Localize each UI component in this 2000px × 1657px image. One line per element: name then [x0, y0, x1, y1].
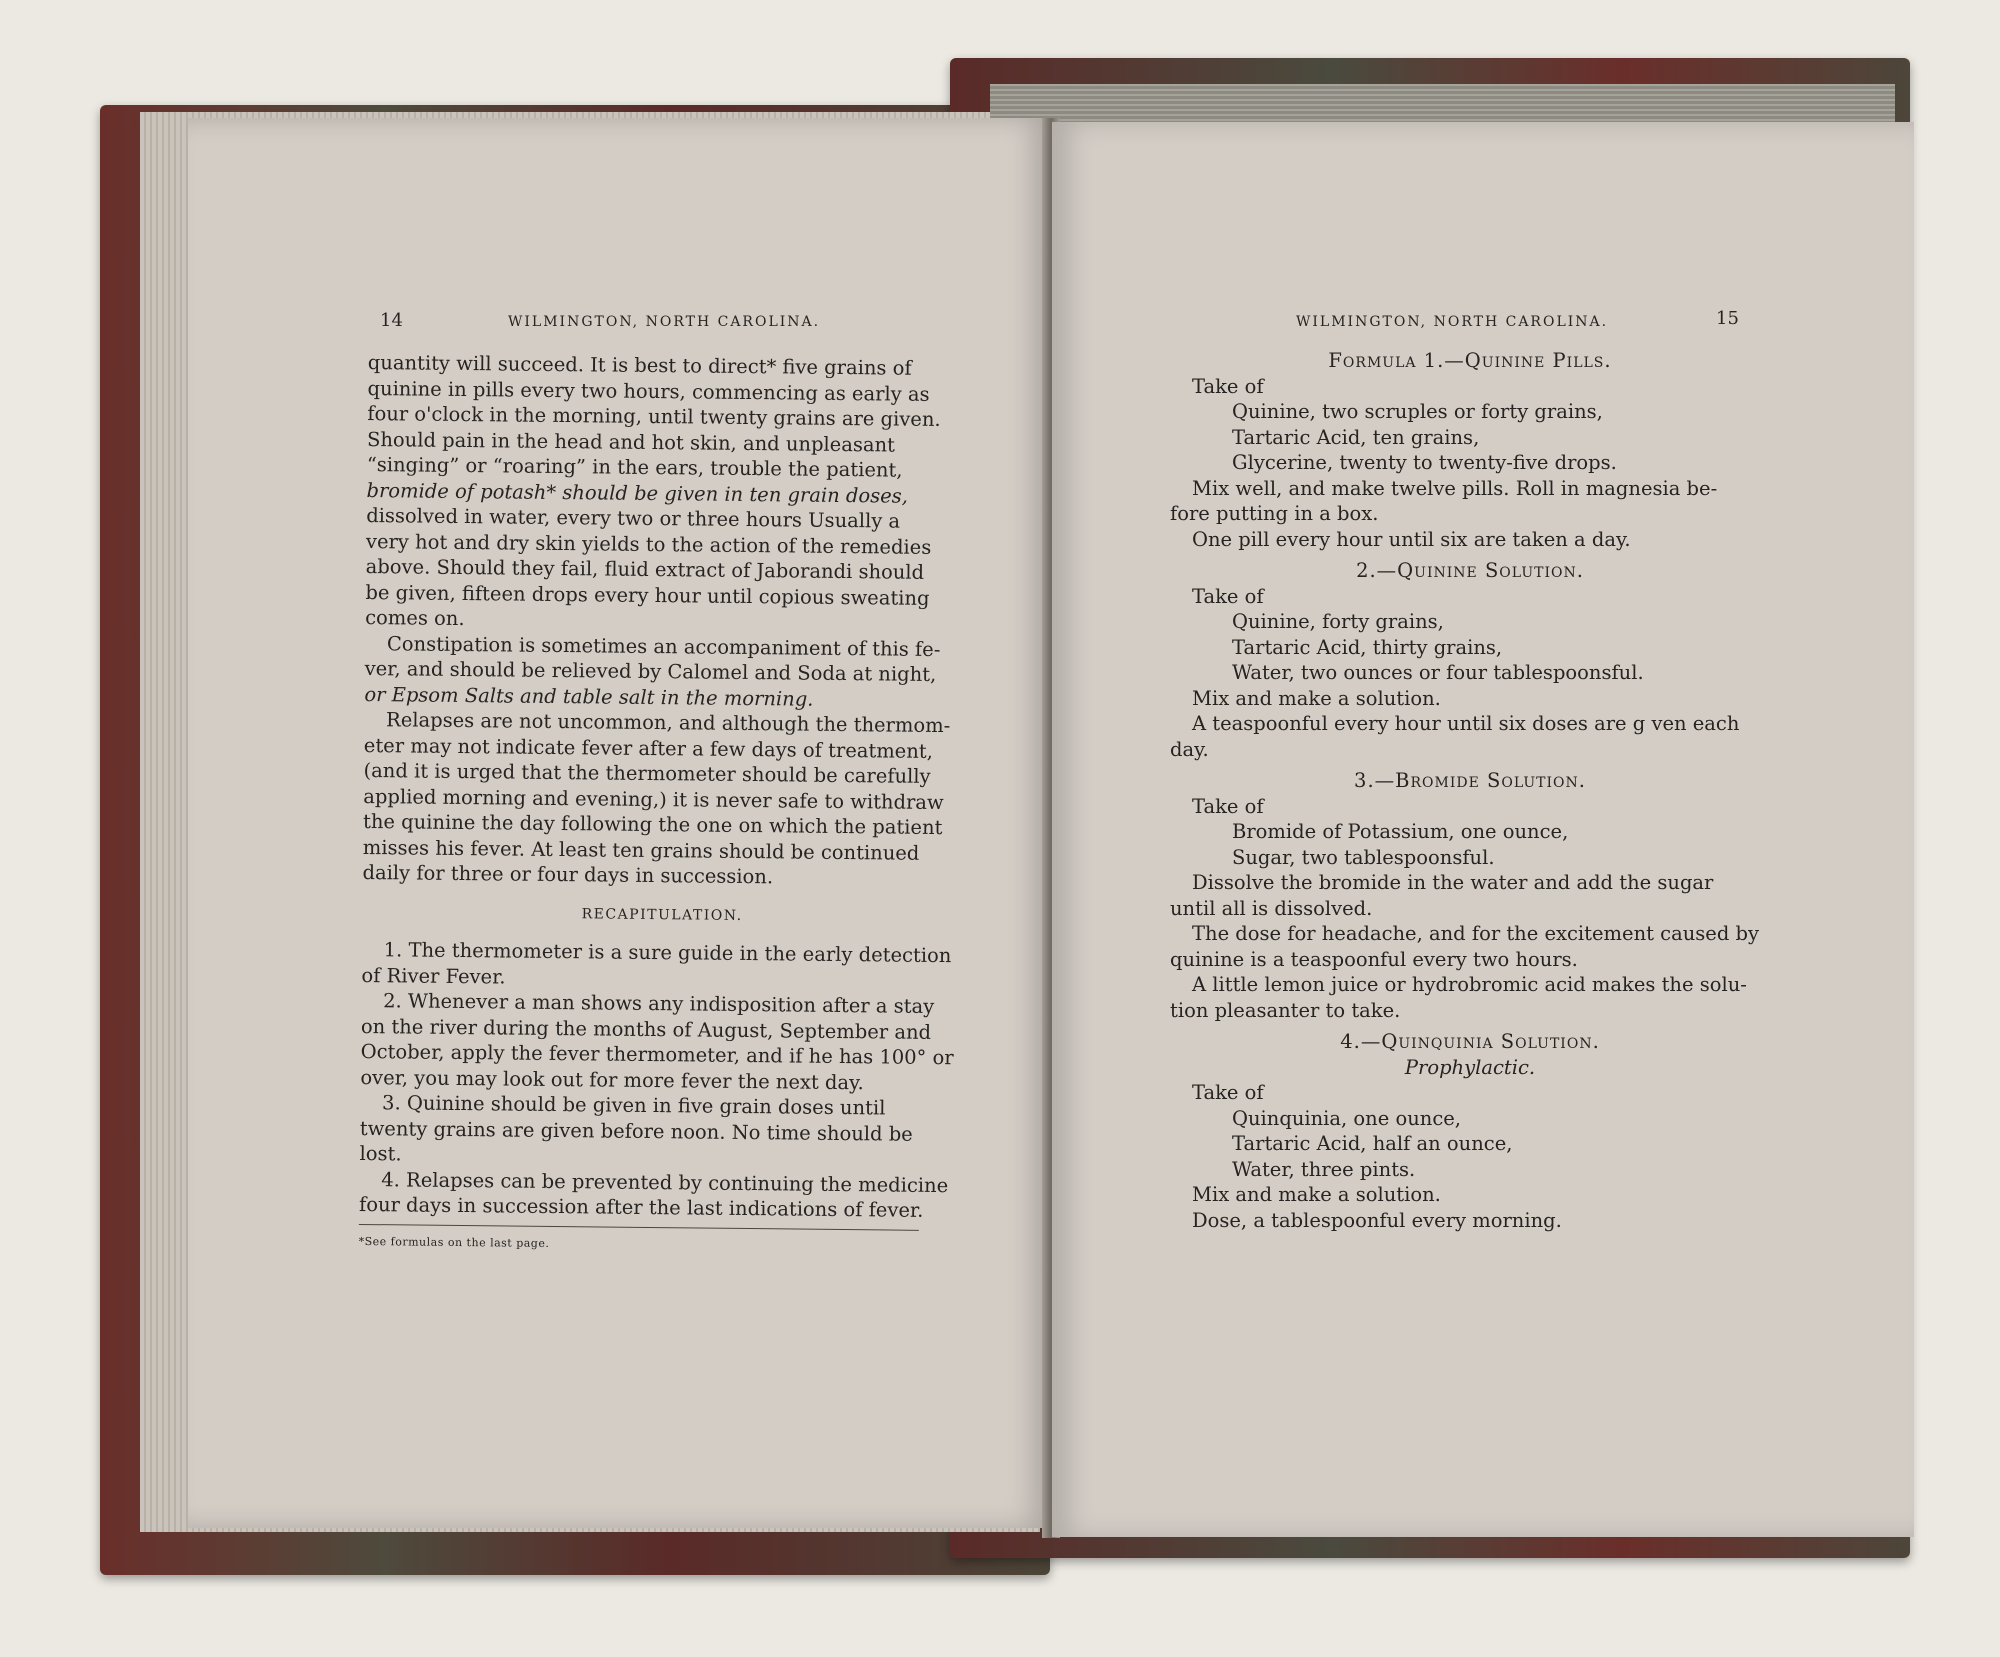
page-number: 15 [1716, 308, 1739, 329]
formula-line: Take of [1192, 584, 1264, 608]
right-page [1052, 122, 1914, 1537]
text-line: or Epsom Salts and table salt in the morning. [364, 682, 814, 711]
recap-line: twenty grains are given before noon. No time should be [359, 1116, 913, 1146]
text-line: quinine in pills every two hours, commencing as early as [367, 376, 930, 406]
footnote: *See formulas on the last page. [358, 1234, 550, 1250]
formula-line: fore putting in a box. [1170, 502, 1379, 525]
recap-line: of River Fever. [361, 963, 506, 988]
formula-line: Dose, a tablespoonful every morning. [1192, 1208, 1562, 1232]
formula-subtitle: Prophylactic. [1404, 1055, 1536, 1079]
formula-line: Mix well, and make twelve pills. Roll in magnesia be- [1192, 476, 1718, 500]
text-line: comes on. [365, 605, 465, 631]
recap-line: four days in succession after the last indications of fever. [358, 1192, 924, 1222]
running-head: WILMINGTON, NORTH CAROLINA. [508, 314, 821, 330]
formula-line: Mix and make a solution. [1192, 686, 1441, 710]
formula-line: Take of [1192, 374, 1264, 398]
recap-line: 4. Relapses can be prevented by continuing the medicine [381, 1167, 949, 1197]
formula-line: One pill every hour until six are taken a day. [1192, 527, 1631, 551]
formula-title: 3.—Bromide Solution. [1354, 769, 1586, 792]
body-text [359, 350, 968, 1260]
right-page-edges [990, 84, 1895, 124]
recap-line: lost. [359, 1141, 402, 1166]
formula-line: Tartaric Acid, thirty grains, [1232, 635, 1503, 659]
formula-line: Bromide of Potassium, one ounce, [1232, 820, 1569, 843]
text-line: above. Should they fail, fluid extract of Jaborandi should [365, 554, 925, 584]
text-line: misses his fever. At least ten grains should be continued [362, 835, 920, 865]
text-line: Relapses are not uncommon, and although the thermom- [386, 708, 951, 738]
formulas-text [1170, 348, 1770, 1233]
text-line: Constipation is sometimes an accompaniment of this fe- [386, 631, 941, 661]
formula-line: A little lemon juice or hydrobromic acid makes the solu- [1192, 973, 1747, 996]
text-line: quantity will succeed. It is best to direct* five grains of [367, 350, 912, 380]
formula-line: Sugar, two tablespoonsful. [1232, 845, 1495, 869]
text-line: be given, fifteen drops every hour until copious sweating [365, 580, 930, 610]
text-line: daily for three or four days in succession. [362, 860, 774, 889]
formula-line: Tartaric Acid, ten grains, [1232, 425, 1480, 449]
formula-title: Formula 1.—Quinine Pills. [1328, 349, 1612, 372]
formula-line: tion pleasanter to take. [1170, 998, 1401, 1022]
formula-line: The dose for headache, and for the excitement caused by [1192, 922, 1760, 945]
formula-line: Quinquinia, one ounce, [1232, 1106, 1461, 1130]
formula-line: Mix and make a solution. [1192, 1183, 1441, 1206]
text-line: four o'clock in the morning, until twenty grains are given. [367, 401, 941, 431]
formula-title: 4.—Quinquinia Solution. [1340, 1030, 1600, 1053]
formula-line: Quinine, two scruples or forty grains, [1232, 400, 1603, 423]
text-line: Should pain in the head and hot skin, and unpleasant [366, 427, 896, 457]
running-head: WILMINGTON, NORTH CAROLINA. [1296, 314, 1609, 330]
formula-title: 2.—Quinine Solution. [1356, 559, 1584, 582]
text-line: dissolved in water, every two or three hours Usually a [366, 503, 901, 533]
formula-line: day. [1170, 737, 1209, 761]
formula-line: Quinine, forty grains, [1232, 610, 1444, 633]
formula-line: Water, two ounces or four tablespoonsful. [1232, 661, 1644, 684]
text-line: “singing” or “roaring” in the ears, trouble the patient, [366, 452, 903, 482]
text-line: applied morning and evening,) it is never safe to withdraw [363, 784, 944, 814]
text-line: bromide of potash* should be given in ten grain doses, [366, 478, 909, 508]
page-number: 14 [380, 310, 403, 331]
text-line: (and it is urged that the thermometer should be carefully [363, 758, 931, 788]
recap-line: on the river during the months of August, September and [360, 1014, 932, 1044]
formula-line: Take of [1192, 794, 1264, 818]
recap-line: 3. Quinine should be given in five grain doses until [381, 1091, 886, 1120]
formula-line: Tartaric Acid, half an ounce, [1232, 1132, 1513, 1155]
left-page [188, 118, 1050, 1528]
recap-line: 2. Whenever a man shows any indisposition after a stay [383, 989, 935, 1018]
recapitulation-heading: RECAPITULATION. [581, 905, 743, 924]
recap-line: October, apply the fever thermometer, and if he has 100° or [360, 1039, 954, 1070]
formula-line: until all is dissolved. [1170, 896, 1373, 920]
text-line: the quinine the day following the one on which the patient [362, 809, 943, 840]
formula-line: Water, three pints. [1232, 1157, 1416, 1181]
formula-line: Dissolve the bromide in the water and add the sugar [1192, 871, 1714, 894]
text-line: ver, and should be relieved by Calomel and Soda at night, [364, 656, 937, 686]
formula-line: A teaspoonful every hour until six doses are g ven each [1192, 712, 1740, 735]
recap-line: 1. The thermometer is a sure guide in the early detection [383, 938, 952, 968]
text-line: eter may not indicate fever after a few days of treatment, [363, 733, 934, 763]
text-line: very hot and dry skin yields to the action of the remedies [365, 529, 932, 559]
formula-line: quinine is a teaspoonful every two hours. [1170, 947, 1578, 971]
formula-line: Take of [1192, 1081, 1264, 1104]
formula-line: Glycerine, twenty to twenty-five drops. [1232, 451, 1617, 474]
recap-line: over, you may look out for more fever the next day. [360, 1065, 864, 1094]
